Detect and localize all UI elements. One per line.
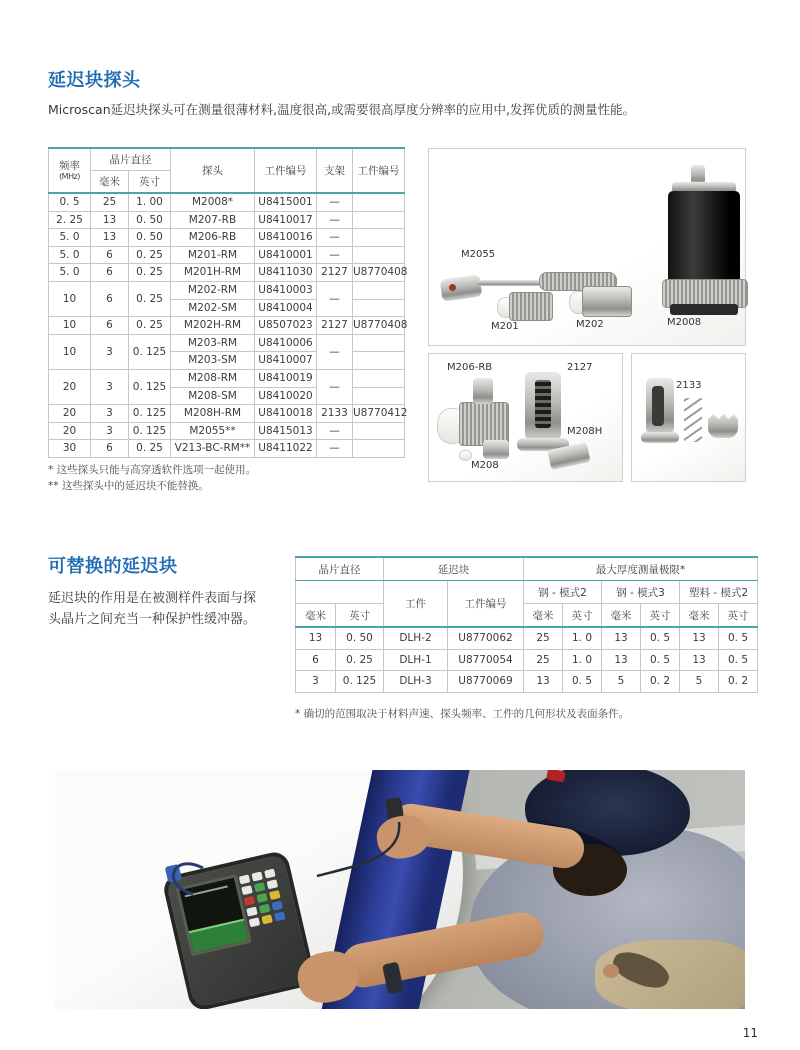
table-cell: DLH-2: [384, 627, 448, 649]
footnote-double-asterisk: ** 这些探头中的延迟块不能替换。: [48, 480, 209, 493]
table-cell: 3: [91, 405, 129, 423]
m201-transducer: [509, 292, 553, 321]
col-probe: 探头: [171, 148, 255, 193]
m2055-probe-tip: [449, 284, 456, 291]
table-cell: U8770062: [448, 627, 524, 649]
table-cell: [353, 334, 405, 352]
section2-intro: 延迟块的作用是在被测样件表面与探头晶片之间充当一种保护性缓冲器。: [48, 591, 257, 628]
kit-2133-slot: [652, 386, 664, 426]
table-cell: 6: [91, 246, 129, 264]
keypad-key: [274, 911, 286, 921]
table-cell: M2008*: [171, 193, 255, 211]
col2-diameter: 晶片直径: [296, 557, 384, 581]
keypad-key: [261, 914, 273, 924]
table-cell: 0. 50: [129, 211, 171, 229]
table-cell: M207-RB: [171, 211, 255, 229]
table-cell: U8770054: [448, 649, 524, 671]
holder-2127-spring: [535, 380, 551, 428]
table-cell: 13: [91, 211, 129, 229]
table-cell: U8410004: [255, 299, 317, 317]
col-frequency: [49, 148, 91, 193]
keypad-key: [246, 907, 258, 917]
label-m208: M208: [471, 460, 499, 471]
label-m206rb: M206-RB: [447, 362, 493, 373]
table-cell: 1. 00: [129, 193, 171, 211]
table-cell: [353, 211, 405, 229]
table-cell: 20: [49, 422, 91, 440]
table-cell: 13: [602, 627, 641, 649]
table-cell: 10: [49, 334, 91, 369]
table-row: [49, 334, 405, 352]
table-row: [296, 649, 758, 671]
table-cell: [353, 246, 405, 264]
table-cell: U8411022: [255, 440, 317, 458]
table-cell: 3: [91, 334, 129, 369]
table-cell: 0. 50: [129, 229, 171, 247]
table-cell: —: [317, 281, 353, 316]
table-cell: 6: [91, 317, 129, 335]
keypad-key: [256, 893, 268, 903]
table-cell: 0. 125: [129, 422, 171, 440]
table-cell: 25: [524, 649, 563, 671]
replaceable-delay-table-body: [296, 627, 758, 692]
table-cell: 0. 125: [129, 334, 171, 369]
keypad-key: [264, 869, 276, 879]
col2-mm: 毫米: [602, 604, 641, 628]
m2055-probe-head: [440, 274, 483, 301]
table-cell: 0. 5: [563, 671, 602, 693]
gauge-readout: [185, 885, 228, 897]
col2-mm: 毫米: [296, 604, 336, 628]
keypad-key: [244, 896, 256, 906]
keypad-key: [269, 890, 281, 900]
col-inch: 英寸: [129, 171, 171, 194]
table-cell: 0. 5: [49, 193, 91, 211]
col2-inch: 英寸: [336, 604, 384, 628]
keypad-key: [267, 879, 279, 889]
m202-transducer: [582, 286, 632, 317]
table-cell: M2055**: [171, 422, 255, 440]
table-cell: 6: [296, 649, 336, 671]
table-cell: [353, 281, 405, 299]
table-cell: 2133: [317, 405, 353, 423]
col-mm: 毫米: [91, 171, 129, 194]
table-cell: U8410018: [255, 405, 317, 423]
table-cell: 0. 125: [336, 671, 384, 693]
product-photo-delay-parts: [428, 353, 623, 482]
table-cell: —: [317, 369, 353, 404]
table2-footnote: * 确切的范围取决于材料声速、探头频率、工件的几何形状及表面条件。: [295, 708, 630, 720]
col2-inch: 英寸: [563, 604, 602, 628]
m2008-base: [670, 304, 738, 315]
table-cell: 3: [91, 369, 129, 404]
label-2133: 2133: [676, 380, 702, 391]
table-cell: 0. 5: [641, 649, 680, 671]
table-row: [49, 405, 405, 423]
table-cell: 3: [296, 671, 336, 693]
table-cell: 0. 5: [719, 649, 758, 671]
table-cell: 25: [524, 627, 563, 649]
replaceable-delay-table: [295, 556, 758, 693]
delay-probe-table-header: [49, 148, 405, 193]
table-cell: U8410016: [255, 229, 317, 247]
col2-steel-mode2: 钢 - 模式2: [524, 581, 602, 604]
table-cell: U8410001: [255, 246, 317, 264]
table-cell: 6: [91, 281, 129, 316]
col2-max-limit: 最大厚度测量极限*: [524, 557, 758, 581]
table-row: [49, 246, 405, 264]
table-cell: V213-BC-RM**: [171, 440, 255, 458]
table-row: [49, 193, 405, 211]
table-row: [49, 281, 405, 299]
table-cell: [353, 352, 405, 370]
table-cell: 25: [91, 193, 129, 211]
table-cell: 13: [680, 649, 719, 671]
table-cell: M206-RB: [171, 229, 255, 247]
table-cell: M208-RM: [171, 369, 255, 387]
m2055-probe-shaft: [477, 280, 545, 286]
table-cell: M208-SM: [171, 387, 255, 405]
table-cell: 0. 125: [129, 405, 171, 423]
table-cell: [353, 387, 405, 405]
col-frequency-label: 频率: [59, 160, 80, 173]
keypad-key: [249, 917, 261, 927]
col2-inch: 英寸: [641, 604, 680, 628]
table-cell: [353, 229, 405, 247]
delay-probe-table: [48, 147, 408, 458]
table-row: [49, 440, 405, 458]
table-cell: U8410017: [255, 211, 317, 229]
col2-plastic-mode2: 塑料 - 模式2: [680, 581, 758, 604]
table-cell: U8770069: [448, 671, 524, 693]
table-cell: U8410007: [255, 352, 317, 370]
label-m202: M202: [576, 319, 604, 330]
keypad-key: [251, 871, 263, 881]
m206rb-connector: [473, 378, 493, 404]
section2-title: 可替换的延迟块: [48, 556, 178, 577]
table-cell: 0. 125: [129, 369, 171, 404]
table-cell: M203-RM: [171, 334, 255, 352]
label-m2055: M2055: [461, 249, 496, 260]
table-cell: —: [317, 193, 353, 211]
table-cell: 2127: [317, 264, 353, 282]
table-cell: U8415001: [255, 193, 317, 211]
table-cell: 10: [49, 317, 91, 335]
table-cell: M202-SM: [171, 299, 255, 317]
table-cell: DLH-3: [384, 671, 448, 693]
table-cell: —: [317, 246, 353, 264]
keypad-key: [239, 874, 251, 884]
label-m208h: M208H: [567, 426, 603, 437]
table-cell: 13: [602, 649, 641, 671]
table-cell: M202H-RM: [171, 317, 255, 335]
col2-delay-block: 延迟块: [384, 557, 524, 581]
col2-mm: 毫米: [680, 604, 719, 628]
table-cell: 5. 0: [49, 246, 91, 264]
table-cell: 0. 5: [719, 627, 758, 649]
table-cell: U8507023: [255, 317, 317, 335]
col2-mm: 毫米: [524, 604, 563, 628]
table-cell: —: [317, 211, 353, 229]
product-photo-2133-kit: [631, 353, 746, 482]
col2-diameter-spacer: [296, 581, 384, 604]
delay-probe-table-body: [49, 193, 408, 457]
table-cell: 0. 25: [129, 246, 171, 264]
kit-2133-base: [641, 432, 679, 443]
table-cell: 1. 0: [563, 627, 602, 649]
table-cell: 0. 25: [336, 649, 384, 671]
table-cell: 0. 50: [336, 627, 384, 649]
table-cell: 13: [296, 627, 336, 649]
kit-2133-crown: [708, 412, 738, 438]
keypad-key: [272, 901, 284, 911]
label-m2008: M2008: [667, 317, 702, 328]
table-row: [49, 369, 405, 387]
table-row: [296, 627, 758, 649]
m2008-body: [668, 191, 740, 283]
replaceable-delay-table-header: [296, 557, 758, 627]
product-photo-probes: [428, 148, 746, 346]
table-cell: 5: [602, 671, 641, 693]
table-cell: DLH-1: [384, 649, 448, 671]
table-cell: U8770408: [353, 317, 405, 335]
table-cell: U8410003: [255, 281, 317, 299]
label-2127: 2127: [567, 362, 593, 373]
application-photo: [55, 770, 745, 1009]
table-cell: U8410019: [255, 369, 317, 387]
table-cell: U8410020: [255, 387, 317, 405]
table-cell: [353, 299, 405, 317]
table-cell: M201-RM: [171, 246, 255, 264]
col-bracket: 支架: [317, 148, 353, 193]
table-cell: [353, 422, 405, 440]
table-row: [49, 264, 405, 282]
table-cell: [353, 369, 405, 387]
col2-part-no: 工件编号: [448, 581, 524, 628]
table-cell: —: [317, 334, 353, 369]
table-row: [49, 229, 405, 247]
table-cell: U8770408: [353, 264, 405, 282]
table-cell: 10: [49, 281, 91, 316]
table-cell: 3: [91, 422, 129, 440]
table-cell: 0. 25: [129, 281, 171, 316]
table1-footnotes: [48, 462, 256, 495]
table-cell: 0. 25: [129, 440, 171, 458]
col2-inch: 英寸: [719, 604, 758, 628]
table-cell: 20: [49, 369, 91, 404]
footnote-single-asterisk: * 这些探头只能与高穿透软件选项一起使用。: [48, 464, 257, 476]
table-cell: 20: [49, 405, 91, 423]
table-cell: 1. 0: [563, 649, 602, 671]
table-cell: 5: [680, 671, 719, 693]
table-cell: 13: [680, 627, 719, 649]
table-cell: M202-RM: [171, 281, 255, 299]
kit-2133-spring: [684, 398, 702, 442]
col-diameter: 晶片直径: [91, 148, 171, 171]
table-row: [296, 671, 758, 693]
table-cell: 13: [524, 671, 563, 693]
col2-steel-mode3: 钢 - 模式3: [602, 581, 680, 604]
table-cell: [353, 440, 405, 458]
table-cell: —: [317, 422, 353, 440]
table-cell: 30: [49, 440, 91, 458]
table-cell: M208H-RM: [171, 405, 255, 423]
table-cell: U8410006: [255, 334, 317, 352]
table-cell: U8411030: [255, 264, 317, 282]
table-cell: 6: [91, 264, 129, 282]
table-cell: U8415013: [255, 422, 317, 440]
col-part-no: 工件编号: [255, 148, 317, 193]
operator-foot: [603, 964, 619, 978]
table-cell: 0. 25: [129, 264, 171, 282]
label-m201: M201: [491, 321, 519, 332]
table-cell: 2127: [317, 317, 353, 335]
table-cell: 13: [91, 229, 129, 247]
table-cell: U8770412: [353, 405, 405, 423]
table-cell: —: [317, 440, 353, 458]
col-bracket-part-no: 工件编号: [353, 148, 405, 193]
table-cell: 0. 25: [129, 317, 171, 335]
table-cell: 5. 0: [49, 229, 91, 247]
table-cell: 5. 0: [49, 264, 91, 282]
table-cell: M203-SM: [171, 352, 255, 370]
keypad-key: [241, 885, 253, 895]
table-cell: 6: [91, 440, 129, 458]
keypad-key: [254, 882, 266, 892]
table-cell: 0. 5: [641, 627, 680, 649]
col-frequency-unit: (MHz): [59, 171, 80, 181]
page-number: 11: [742, 1026, 758, 1040]
table-row: [49, 317, 405, 335]
table-row: [49, 422, 405, 440]
section1-title: 延迟块探头: [48, 70, 141, 91]
table-cell: M201H-RM: [171, 264, 255, 282]
table-row: [49, 211, 405, 229]
table-cell: 2. 25: [49, 211, 91, 229]
table-cell: 0. 2: [641, 671, 680, 693]
table-cell: [353, 193, 405, 211]
section1-intro: Microscan延迟块探头可在测量很薄材料,温度很高,或需要很高厚度分辨率的应用中,发挥优质的测量性能。: [48, 102, 636, 117]
m208-part: [483, 440, 509, 459]
col2-part: 工件: [384, 581, 448, 628]
table-cell: 0. 2: [719, 671, 758, 693]
table-cell: —: [317, 229, 353, 247]
keypad-key: [259, 904, 271, 914]
